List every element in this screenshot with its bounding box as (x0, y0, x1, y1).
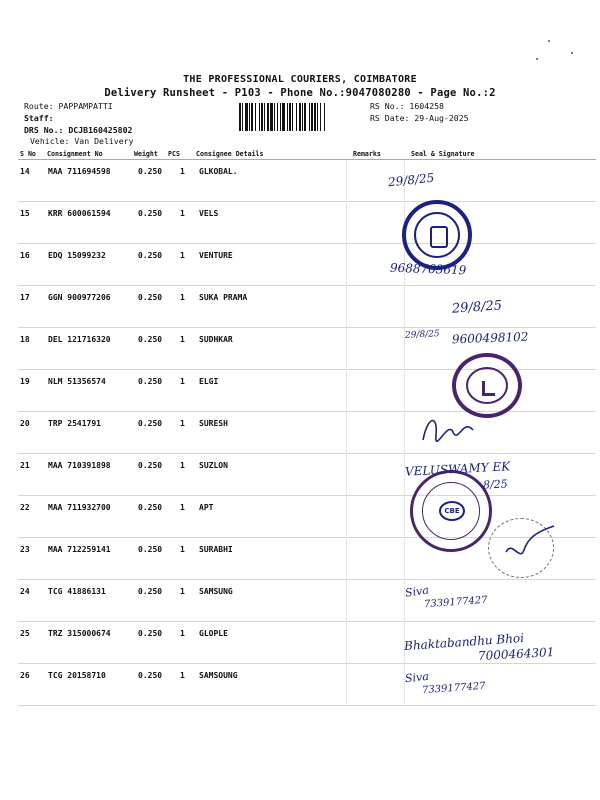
row-consignment: GGN 900977206 (48, 293, 111, 302)
table-row (0, 411, 600, 453)
row-consignment: MAA 710391898 (48, 461, 111, 470)
company-seal-stamp: CBE (410, 470, 492, 552)
row-sno: 18 (20, 335, 30, 344)
row-weight: 0.250 (138, 335, 163, 344)
signature-phone-2: 9688763619 (389, 260, 467, 278)
barcode-bar (270, 103, 273, 131)
barcode-bar (267, 103, 269, 131)
row-consignee: SUZLON (199, 461, 228, 470)
table-row (0, 663, 600, 705)
row-consignment: MAA 711694598 (48, 167, 111, 176)
barcode-bar (296, 103, 297, 131)
row-weight: 0.250 (138, 293, 163, 302)
row-pcs: 1 (180, 629, 185, 638)
row-consignment: MAA 711932700 (48, 503, 111, 512)
row-consignee: SUKA PRAMA (199, 293, 248, 302)
row-consignment: KRR 600061594 (48, 209, 111, 218)
row-sno: 20 (20, 419, 30, 428)
row-sno: 16 (20, 251, 30, 260)
row-consignee: SUDHKAR (199, 335, 233, 344)
table-row (0, 453, 600, 495)
row-weight: 0.250 (138, 503, 163, 512)
row-weight: 0.250 (138, 251, 163, 260)
signature-name-4: VELUSWAMY EK (404, 459, 511, 479)
row-weight: 0.250 (138, 209, 163, 218)
row-sno: 22 (20, 503, 30, 512)
barcode-bar (309, 103, 310, 131)
row-consignment: EDQ 15099232 (48, 251, 106, 260)
barcode-bar (299, 103, 301, 131)
row-consignment: NLM 51356574 (48, 377, 106, 386)
row-consignment: TRP 2541791 (48, 419, 101, 428)
drs-number: DRS No.: DCJB160425802 (24, 125, 133, 135)
company-seal-stamp (402, 200, 472, 270)
barcode-bar (320, 103, 321, 131)
barcode-bar (264, 103, 265, 131)
table-row (0, 159, 600, 201)
table-row (0, 201, 600, 243)
row-pcs: 1 (180, 461, 185, 470)
signature-number-6: 7000464301 (477, 645, 555, 663)
speck (571, 52, 573, 54)
row-consignee: GLOPLE (199, 629, 228, 638)
row-sno: 23 (20, 545, 30, 554)
row-sno: 26 (20, 671, 30, 680)
signature-number-5: 7339177427 (423, 594, 488, 611)
signature-date-3: 29/8/25 (451, 298, 503, 317)
rs-date: RS Date: 29-Aug-2025 (370, 113, 469, 123)
barcode-bar (280, 103, 281, 131)
row-rule (18, 705, 596, 706)
row-sno: 24 (20, 587, 30, 596)
company-seal-stamp (452, 353, 522, 418)
row-sno: 19 (20, 377, 30, 386)
barcode-bar (251, 103, 253, 131)
row-weight: 0.250 (138, 419, 163, 428)
row-weight: 0.250 (138, 671, 163, 680)
row-pcs: 1 (180, 167, 185, 176)
row-consignment: TCG 41886131 (48, 587, 106, 596)
vehicle-label: Vehicle: Van Delivery (30, 136, 134, 146)
col-header-seal: Seal & Signature (411, 150, 475, 158)
barcode-bar (255, 103, 256, 131)
barcode-bar (292, 103, 293, 131)
barcode-bar (324, 103, 325, 131)
company-title: THE PROFESSIONAL COURIERS, COIMBATORE (183, 74, 417, 85)
row-weight: 0.250 (138, 629, 163, 638)
barcode-bar (302, 103, 303, 131)
row-pcs: 1 (180, 377, 185, 386)
speck (548, 40, 550, 42)
row-pcs: 1 (180, 419, 185, 428)
row-consignee: GLKOBAL. (199, 167, 238, 176)
row-pcs: 1 (180, 587, 185, 596)
barcode-bar (249, 103, 250, 131)
row-weight: 0.250 (138, 167, 163, 176)
row-consignee: SURABHI (199, 545, 233, 554)
signature-date-4: 8/25 (482, 477, 509, 492)
scribble-signature (498, 522, 558, 570)
table-row (0, 579, 600, 621)
rs-number: RS No.: 1604258 (370, 101, 444, 111)
col-header-consignee: Consignee Details (196, 150, 264, 158)
row-consignment: DEL 121716320 (48, 335, 111, 344)
barcode-bar (242, 103, 243, 131)
barcode-bar (282, 103, 285, 131)
row-consignee: SAMSOUNG (199, 671, 238, 680)
row-consignee: ELGI (199, 377, 219, 386)
row-pcs: 1 (180, 671, 185, 680)
barcode-bar (287, 103, 288, 131)
row-sno: 14 (20, 167, 30, 176)
row-consignee: SAMSUNG (199, 587, 233, 596)
col-header-remarks: Remarks (353, 150, 381, 158)
barcode-bar (311, 103, 313, 131)
barcode-bar (259, 103, 260, 131)
col-header-sno: S No (20, 150, 36, 158)
row-pcs: 1 (180, 293, 185, 302)
barcode-bar (261, 103, 263, 131)
table-row (0, 285, 600, 327)
row-sno: 15 (20, 209, 30, 218)
row-consignee: VENTURE (199, 251, 233, 260)
barcode-image (239, 103, 367, 131)
row-sno: 25 (20, 629, 30, 638)
row-consignee: SURESH (199, 419, 228, 428)
row-sno: 17 (20, 293, 30, 302)
runsheet-subtitle: Delivery Runsheet - P103 - Phone No.:9047080280 - Page No.:2 (104, 87, 496, 99)
staff-label: Staff: (24, 113, 54, 123)
row-pcs: 1 (180, 545, 185, 554)
row-pcs: 1 (180, 335, 185, 344)
signature-name-5: Siva (404, 583, 430, 600)
barcode-bar (277, 103, 278, 131)
row-weight: 0.250 (138, 461, 163, 470)
row-pcs: 1 (180, 209, 185, 218)
row-weight: 0.250 (138, 377, 163, 386)
row-pcs: 1 (180, 503, 185, 512)
signature-date-3b: 29/8/25 (404, 329, 440, 341)
barcode-bar (289, 103, 291, 131)
barcode-bar (239, 103, 241, 131)
speck (536, 58, 538, 60)
row-consignment: TCG 20158710 (48, 671, 106, 680)
col-header-pcs: PCS (168, 150, 180, 158)
row-consignee: APT (199, 503, 214, 512)
col-header-weight: Weight (134, 150, 158, 158)
row-consignee: VELS (199, 209, 219, 218)
signature-date-1: 29/8/25 (387, 170, 435, 190)
row-consignment: TRZ 315000674 (48, 629, 111, 638)
signature-number-7: 7339177427 (421, 680, 486, 697)
signature-name-7: Siva (404, 669, 430, 686)
barcode-bar (314, 103, 316, 131)
signature-phone-3: 9600498102 (451, 329, 529, 347)
barcode-bar (245, 103, 248, 131)
row-weight: 0.250 (138, 545, 163, 554)
scribble-signature (418, 410, 478, 450)
row-consignment: MAA 712259141 (48, 545, 111, 554)
table-row (0, 243, 600, 285)
barcode-bar (304, 103, 306, 131)
row-sno: 21 (20, 461, 30, 470)
signature-name-6: Bhaktabandhu Bhoi (403, 630, 525, 654)
barcode-bar (274, 103, 275, 131)
col-header-consignment: Consignment No (47, 150, 103, 158)
route-label: Route: PAPPAMPATTI (24, 101, 113, 111)
row-weight: 0.250 (138, 587, 163, 596)
barcode-bar (317, 103, 318, 131)
row-pcs: 1 (180, 251, 185, 260)
